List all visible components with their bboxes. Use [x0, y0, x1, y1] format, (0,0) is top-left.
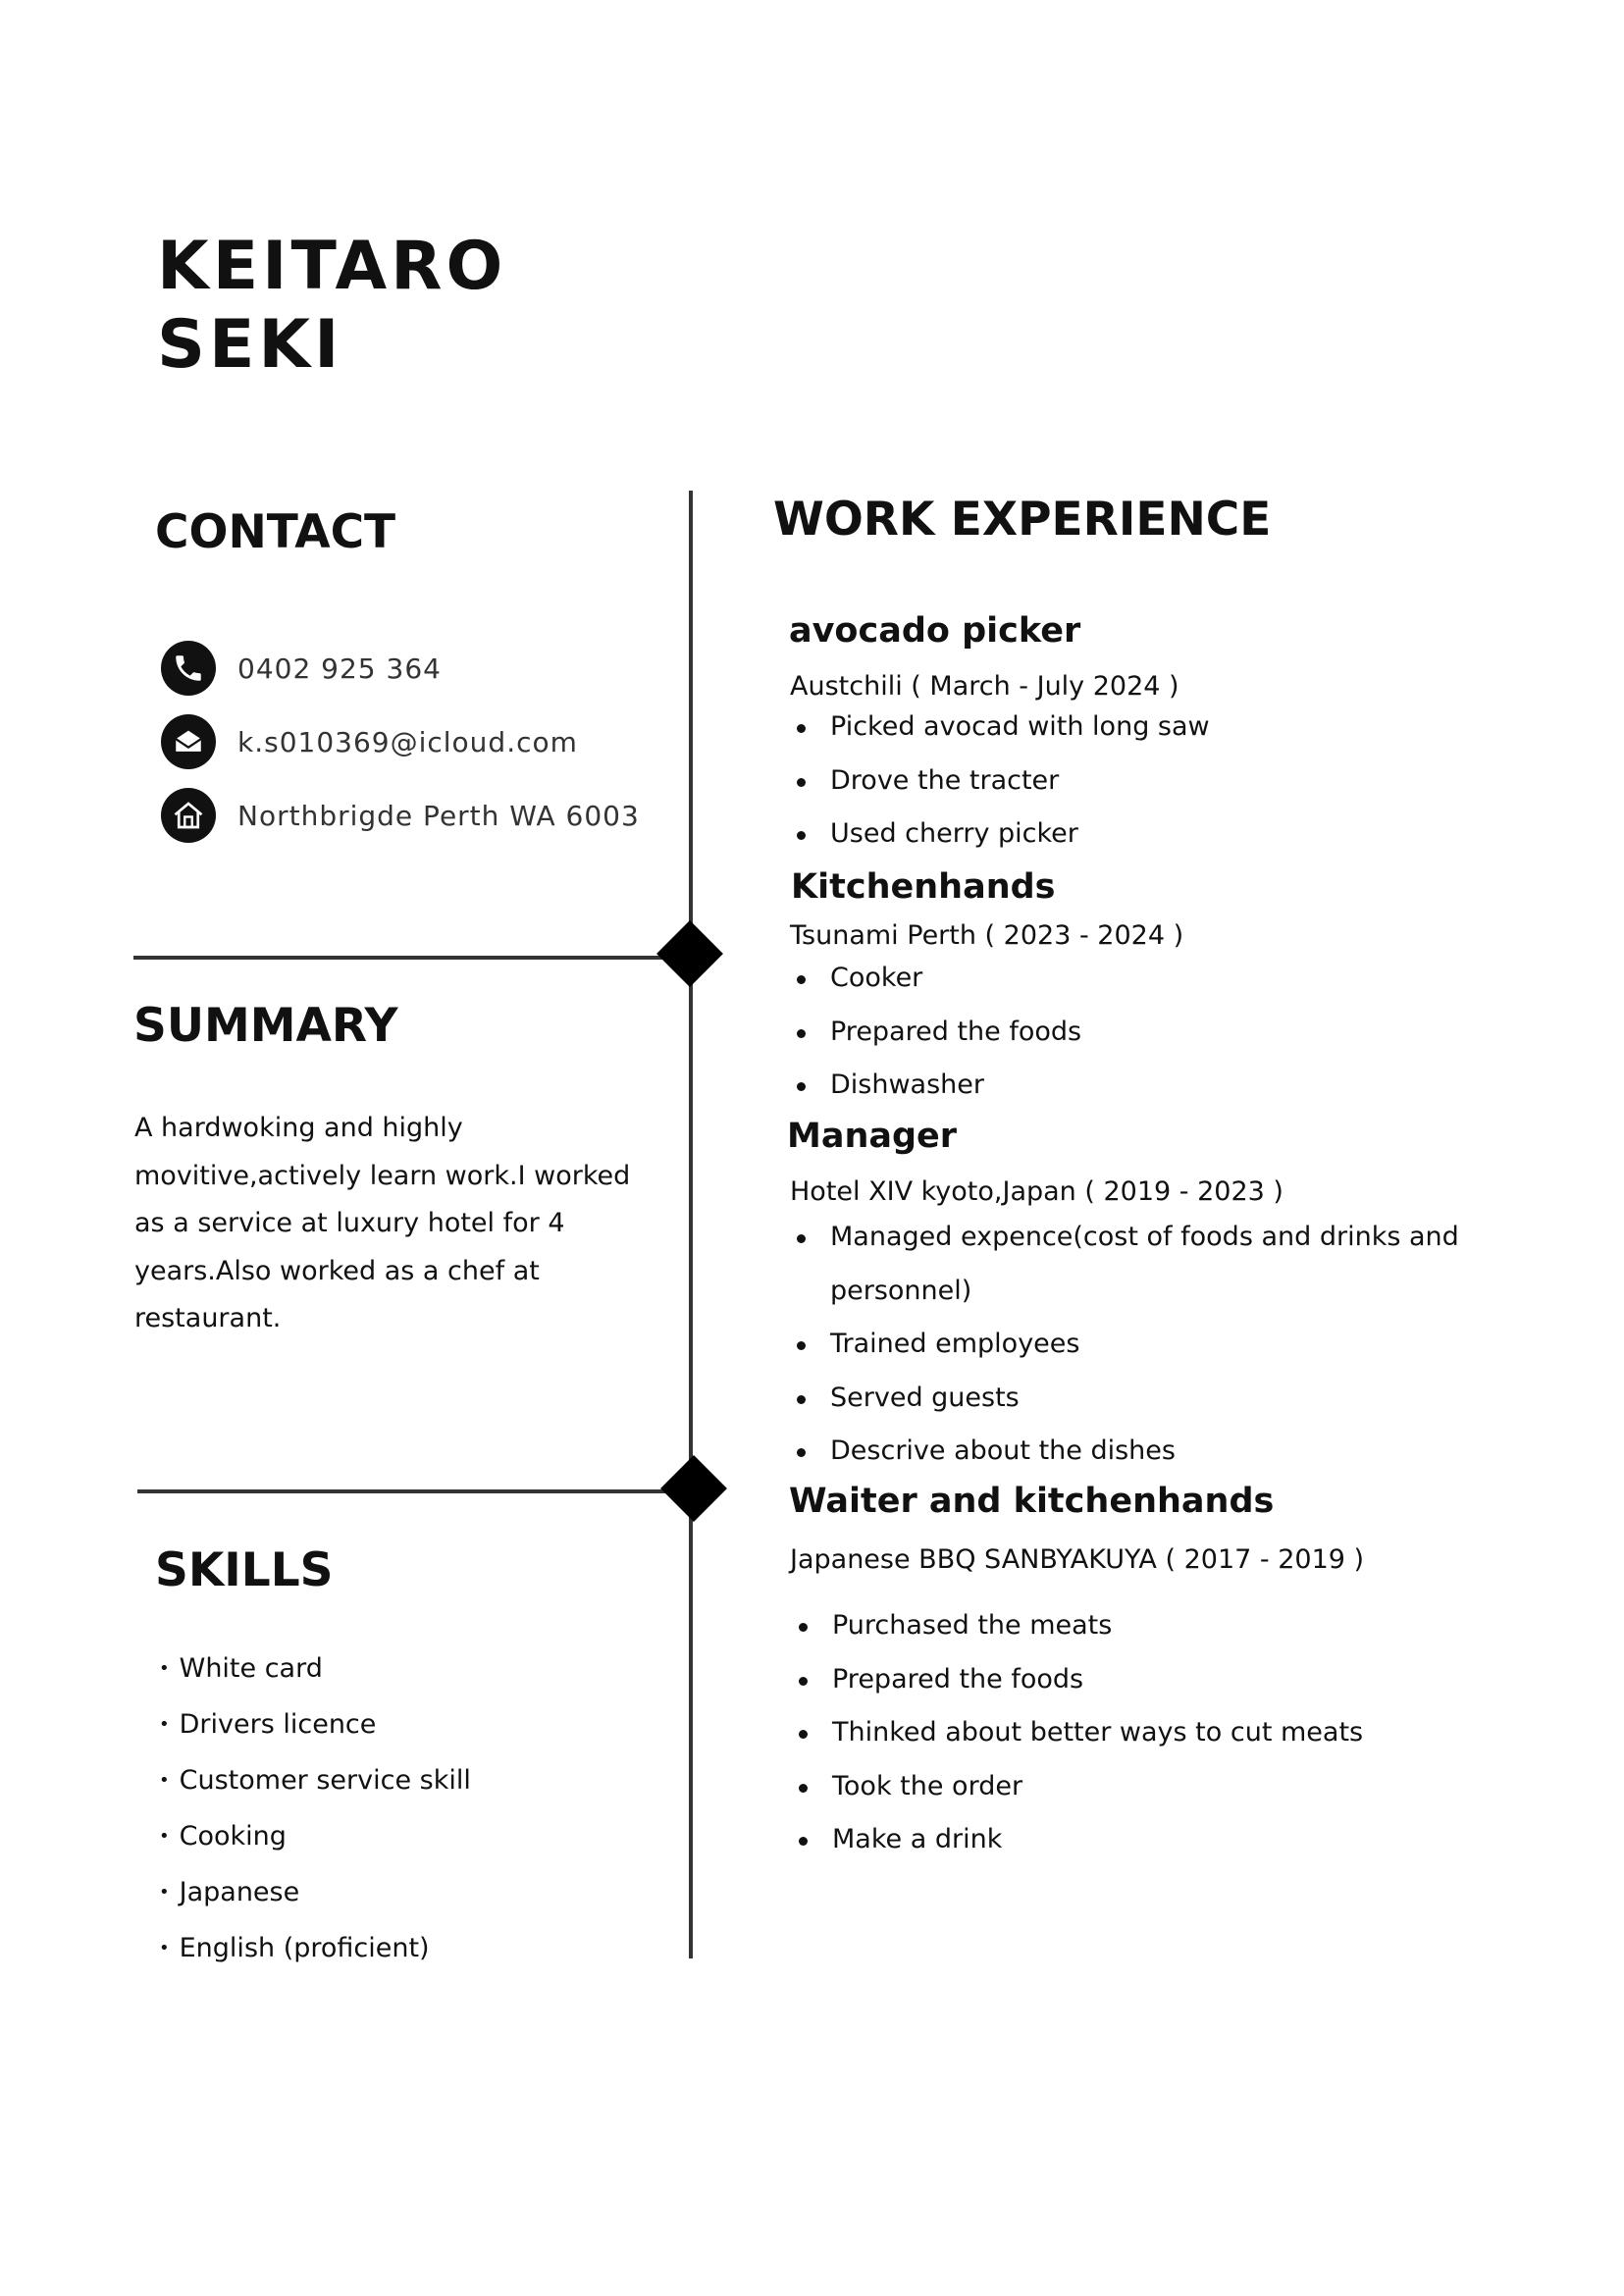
job-title: avocado picker — [789, 611, 1081, 651]
home-icon — [161, 788, 216, 843]
job-duty-item: Drove the tracter — [791, 755, 1210, 809]
job-title: Kitchenhands — [791, 867, 1056, 907]
contact-address-text: Northbrigde Perth WA 6003 — [237, 799, 640, 832]
job-duty-item: Prepared the foods — [793, 1653, 1363, 1707]
summary-skills-divider — [137, 1489, 683, 1493]
job-employer: Austchili ( March - July 2024 ) — [790, 671, 1179, 702]
contact-phone — [161, 641, 442, 696]
job-duty-item: Make a drink — [793, 1813, 1363, 1867]
skills-heading: SKILLS — [155, 1543, 334, 1597]
job-title: Waiter and kitchenhands — [789, 1482, 1275, 1521]
resume-name — [157, 228, 506, 385]
vertical-divider — [689, 491, 693, 1958]
work-experience-heading: WORK EXPERIENCE — [773, 493, 1272, 547]
job-duty-item: Took the order — [793, 1760, 1363, 1814]
skill-item: • Drivers licence — [159, 1696, 471, 1752]
contact-heading: CONTACT — [155, 505, 396, 559]
job-duty-item: Managed expence(cost of foods and drinks and personnel) — [791, 1211, 1517, 1318]
job-duty-item: Picked avocad with long saw — [791, 701, 1210, 755]
job-employer: Japanese BBQ SANBYAKUYA ( 2017 - 2019 ) — [790, 1544, 1365, 1575]
contact-summary-divider — [133, 956, 679, 960]
job-title: Manager — [787, 1117, 958, 1156]
job-duties — [791, 952, 1081, 1113]
job-duty-item: Used cherry picker — [791, 808, 1210, 861]
job-duty-item: Cooker — [791, 952, 1081, 1006]
job-duty-item: Dishwasher — [791, 1059, 1081, 1113]
job-employer: Tsunami Perth ( 2023 - 2024 ) — [790, 920, 1184, 951]
job-duty-item: Purchased the meats — [793, 1599, 1363, 1653]
last-name: SEKI — [157, 306, 343, 384]
contact-phone-text: 0402 925 364 — [237, 652, 442, 685]
contact-address — [161, 788, 640, 843]
contact-email — [161, 714, 578, 769]
mail-icon — [161, 714, 216, 769]
skill-item: • White card — [159, 1641, 471, 1696]
job-duty-item: Prepared the foods — [791, 1006, 1081, 1060]
skill-item: • English (proficient) — [159, 1920, 471, 1976]
divider-diamond-marker — [656, 920, 723, 987]
skill-item: • Japanese — [159, 1864, 471, 1920]
divider-diamond-marker — [660, 1455, 727, 1522]
job-duties — [791, 1211, 1517, 1479]
job-duty-item: Thinked about better ways to cut meats — [793, 1706, 1363, 1760]
skill-item: • Customer service skill — [159, 1752, 471, 1808]
summary-text: A hardwoking and highly movitive,actively learn work.I worked as a service at luxury hotel for 4 years.Also worked as a chef at restaurant. — [134, 1113, 631, 1333]
job-employer: Hotel XIV kyoto,Japan ( 2019 - 2023 ) — [790, 1176, 1283, 1207]
phone-icon — [161, 641, 216, 696]
summary-heading: SUMMARY — [133, 999, 398, 1053]
skills-list — [159, 1641, 471, 1976]
skill-item: • Cooking — [159, 1808, 471, 1864]
job-duties — [793, 1599, 1363, 1867]
job-duty-item: Descrive about the dishes — [791, 1425, 1517, 1479]
job-duty-item: Served guests — [791, 1372, 1517, 1426]
job-duty-item: Trained employees — [791, 1318, 1517, 1372]
job-duties — [791, 701, 1210, 861]
contact-email-text: k.s010369@icloud.com — [237, 725, 578, 758]
first-name: KEITARO — [157, 228, 507, 305]
